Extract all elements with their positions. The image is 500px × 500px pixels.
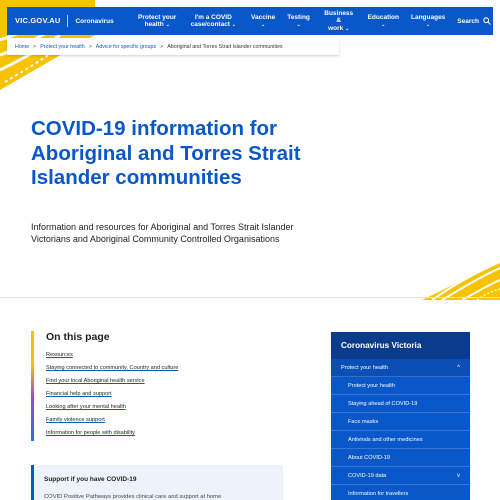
chevron-down-icon: ⌄	[345, 25, 350, 32]
list-item	[46, 430, 178, 437]
chevron-down-icon: ⌄	[261, 21, 266, 28]
side-nav-label: Antivirals and other medicines	[348, 436, 423, 443]
side-nav-title[interactable]: Coronavirus Victoria	[331, 332, 470, 359]
side-nav-label: Staying ahead of COVID-19	[348, 400, 418, 407]
vic-gov-logo[interactable]: VIC.GOV.AU	[15, 15, 68, 27]
anchor-link-find-health-service[interactable]: Find your local Aboriginal health service	[46, 378, 145, 384]
on-this-page-links	[46, 352, 178, 443]
side-nav-item-face-masks[interactable]	[331, 413, 470, 431]
side-nav-item-protect-your-health-sub[interactable]	[331, 377, 470, 395]
chevron-down-icon: ⌄	[381, 21, 386, 28]
nav-label: Languages	[410, 14, 446, 22]
top-navbar	[7, 7, 493, 35]
nav-education[interactable]	[368, 14, 399, 28]
on-this-page-title: On this page	[46, 331, 110, 343]
side-nav-item-about-covid[interactable]	[331, 449, 470, 467]
breadcrumb-home[interactable]: Home	[15, 43, 30, 50]
main-nav	[136, 10, 458, 33]
nav-label: Protect your	[138, 13, 177, 21]
nav-label: Vaccine	[251, 14, 276, 22]
chevron-up-icon: ^	[457, 364, 460, 371]
breadcrumb-separator: >	[88, 43, 92, 50]
anchor-link-financial-help[interactable]: Financial help and support	[46, 391, 112, 397]
list-item	[46, 404, 178, 411]
nav-label-line2: case/contact ⌄	[190, 21, 236, 28]
nav-label: Education	[367, 14, 399, 22]
breadcrumb-protect-your-health[interactable]: Protect your health	[40, 43, 85, 50]
nav-covid-case-contact[interactable]	[189, 14, 238, 29]
accent-bar	[31, 331, 34, 441]
side-nav-item-covid-data[interactable]	[331, 467, 470, 485]
nav-label: Testing	[287, 14, 310, 22]
search-label: Search	[457, 17, 479, 25]
page-title: COVID-19 information for Aboriginal and Torres Strait Islander communities	[31, 117, 301, 189]
anchor-link-resources[interactable]: Resources	[46, 352, 73, 358]
nav-protect-your-health[interactable]	[136, 14, 179, 29]
aboriginal-artwork-right	[422, 262, 500, 300]
breadcrumb-separator: >	[33, 43, 37, 50]
anchor-link-staying-connected[interactable]: Staying connected to community, Country and culture	[46, 365, 179, 371]
list-item	[46, 391, 178, 398]
nav-business-work[interactable]	[322, 10, 356, 33]
page-intro: Information and resources for Aboriginal and Torres Strait Islander Victorians and Aboriginal Community Controlled Organisations	[31, 222, 294, 244]
chevron-down-icon: ⌄	[231, 22, 236, 28]
side-nav-label: Protect your health	[341, 364, 388, 371]
list-item	[46, 378, 178, 385]
breadcrumb-advice-specific-groups[interactable]: Advice for specific groups	[95, 43, 157, 50]
list-item	[46, 352, 178, 359]
search-button[interactable]	[457, 17, 491, 25]
nav-label-line2: work ⌄	[328, 24, 350, 32]
anchor-link-mental-health[interactable]: Looking after your mental health	[46, 404, 126, 410]
side-navigation	[331, 332, 470, 500]
chevron-down-icon: ⌄	[296, 21, 301, 28]
side-nav-item-antivirals[interactable]	[331, 431, 470, 449]
breadcrumb	[7, 38, 339, 55]
support-title: Support if you have COVID-19	[44, 476, 137, 483]
side-nav-item-travellers[interactable]	[331, 485, 470, 500]
section-divider	[0, 297, 500, 298]
side-nav-label: COVID-19 data	[348, 472, 387, 479]
side-nav-item-staying-ahead[interactable]	[331, 395, 470, 413]
breadcrumb-current: Aboriginal and Torres Strait Islander communities	[167, 43, 283, 50]
list-item	[46, 365, 178, 372]
nav-languages[interactable]	[411, 14, 445, 28]
chevron-down-icon: ⌄	[165, 22, 170, 28]
anchor-link-disability[interactable]: Information for people with disability	[46, 430, 135, 436]
side-nav-label: Protect your health	[348, 382, 395, 389]
search-icon	[483, 17, 491, 25]
nav-label: I'm a COVID	[194, 13, 232, 21]
nav-vaccine[interactable]	[251, 14, 275, 28]
support-callout	[31, 465, 283, 500]
site-name-link[interactable]: Coronavirus	[75, 17, 114, 25]
nav-label-line2: health ⌄	[144, 21, 170, 28]
side-nav-label: Face masks	[348, 418, 379, 425]
nav-label: Business &	[324, 9, 354, 25]
side-nav-label: About COVID-19	[348, 454, 390, 461]
side-nav-item-protect-your-health[interactable]	[331, 359, 470, 377]
side-nav-label: Information for travellers	[348, 490, 409, 497]
nav-testing[interactable]	[287, 14, 310, 28]
on-this-page	[31, 331, 211, 441]
support-text: COVID Positive Pathways provides clinical care and support at home	[44, 494, 222, 500]
chevron-down-icon: v	[457, 472, 460, 479]
chevron-down-icon: ⌄	[426, 21, 431, 28]
breadcrumb-separator: >	[160, 43, 164, 50]
list-item	[46, 417, 178, 424]
anchor-link-family-violence[interactable]: Family violence support	[46, 417, 105, 423]
